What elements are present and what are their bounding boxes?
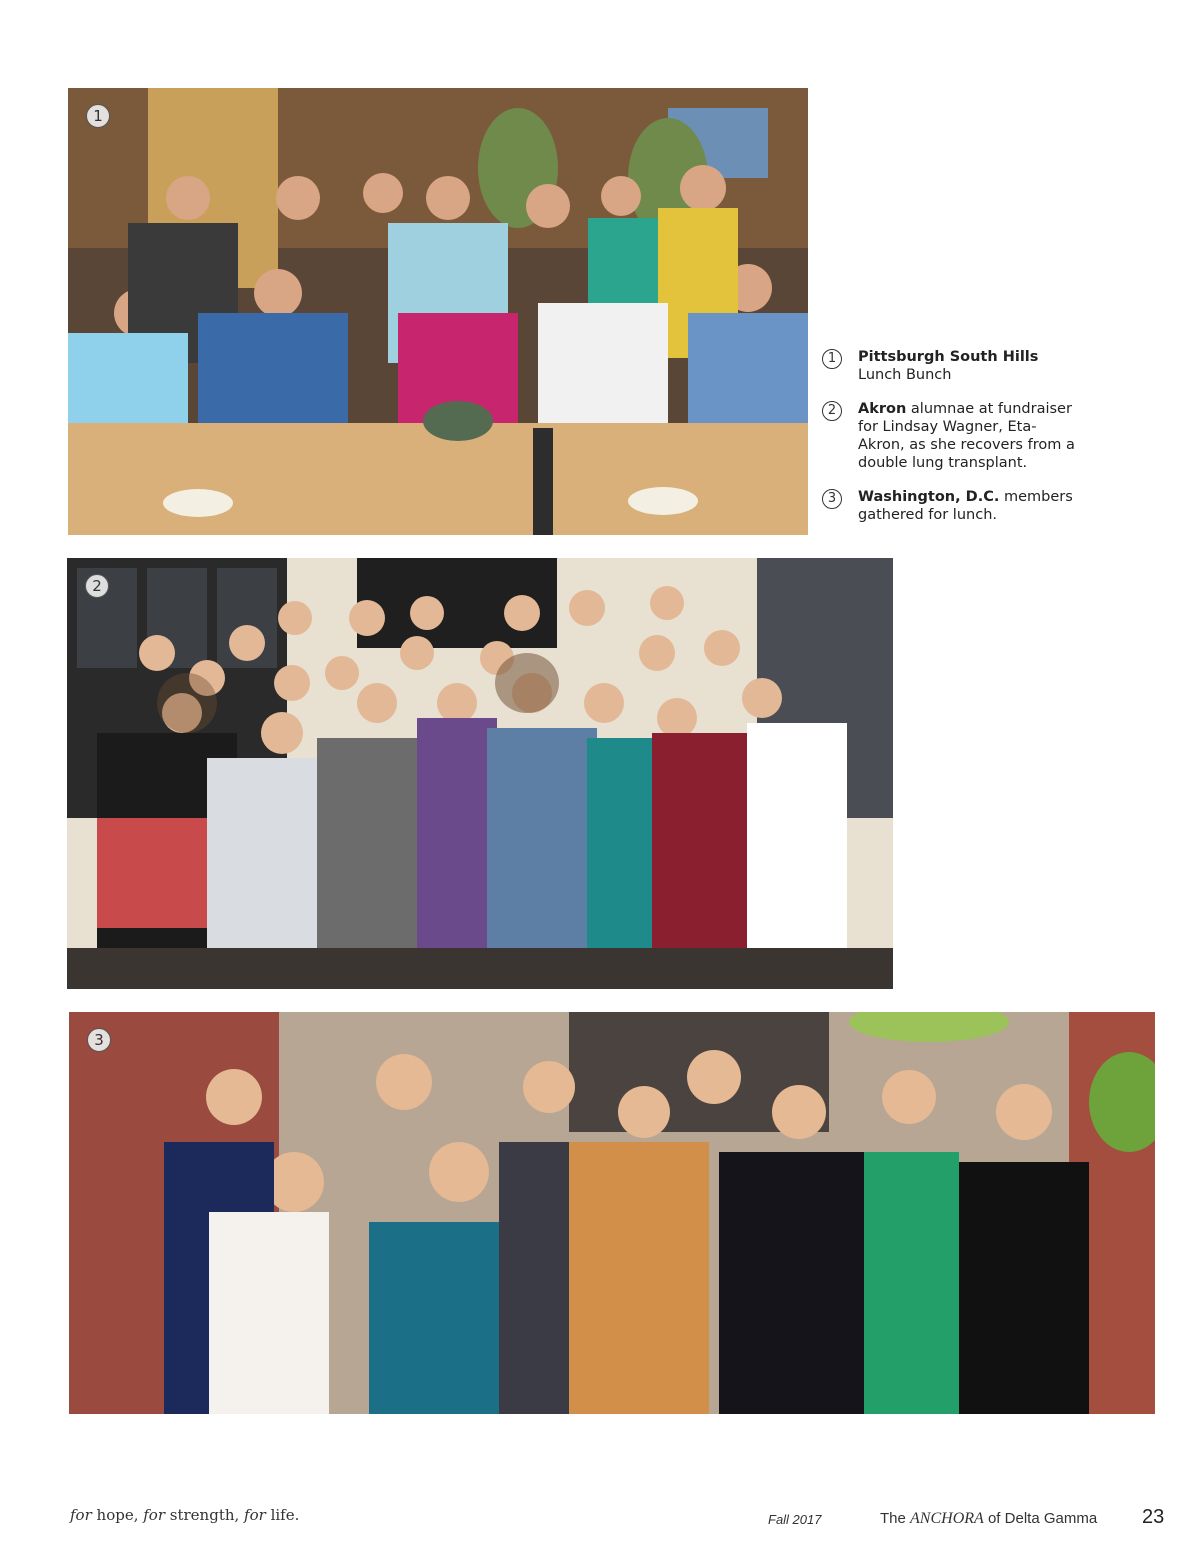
photo-number-badge: 1 bbox=[86, 104, 110, 128]
magazine-of-delta-gamma: of Delta Gamma bbox=[983, 1510, 1098, 1527]
caption-location: Washington, D.C. bbox=[858, 489, 1000, 505]
tagline-for: for bbox=[143, 1506, 166, 1524]
photo-1-image bbox=[68, 88, 808, 535]
magazine-anchora: ANCHORA bbox=[910, 1510, 984, 1527]
photo-2-image bbox=[67, 558, 893, 989]
caption-number: 2 bbox=[822, 401, 842, 421]
photo-captions bbox=[822, 348, 1082, 540]
photo-number-badge: 2 bbox=[85, 574, 109, 598]
photo-3-image bbox=[69, 1012, 1155, 1414]
photo-akron-fundraiser bbox=[67, 558, 893, 989]
footer-tagline bbox=[70, 1506, 299, 1524]
tagline-life: life. bbox=[265, 1506, 300, 1524]
footer-magazine-title bbox=[880, 1510, 1097, 1528]
photo-pittsburgh-south-hills bbox=[68, 88, 808, 535]
tagline-for: for bbox=[70, 1506, 92, 1524]
caption-number: 1 bbox=[822, 349, 842, 369]
tagline-strength: strength, bbox=[165, 1506, 245, 1524]
caption-3 bbox=[822, 488, 1082, 524]
footer-issue-date: Fall 2017 bbox=[768, 1512, 822, 1527]
page-number: 23 bbox=[1142, 1506, 1165, 1528]
tagline-for: for bbox=[244, 1506, 266, 1524]
caption-1 bbox=[822, 348, 1082, 384]
caption-number: 3 bbox=[822, 489, 842, 509]
caption-2 bbox=[822, 400, 1082, 472]
tagline-hope: hope, bbox=[91, 1506, 144, 1524]
caption-body: members gathered for lunch. bbox=[858, 489, 1073, 523]
caption-location: Akron bbox=[858, 401, 907, 417]
caption-body: Lunch Bunch bbox=[858, 367, 952, 383]
photo-washington-dc bbox=[69, 1012, 1155, 1414]
photo-number-badge: 3 bbox=[87, 1028, 111, 1052]
caption-location: Pittsburgh South Hills bbox=[858, 349, 1039, 365]
magazine-the: The bbox=[880, 1510, 911, 1527]
caption-body: alumnae at fundraiser for Lindsay Wagner, Eta-Akron, as she recovers from a double lung transplant. bbox=[858, 401, 1075, 471]
